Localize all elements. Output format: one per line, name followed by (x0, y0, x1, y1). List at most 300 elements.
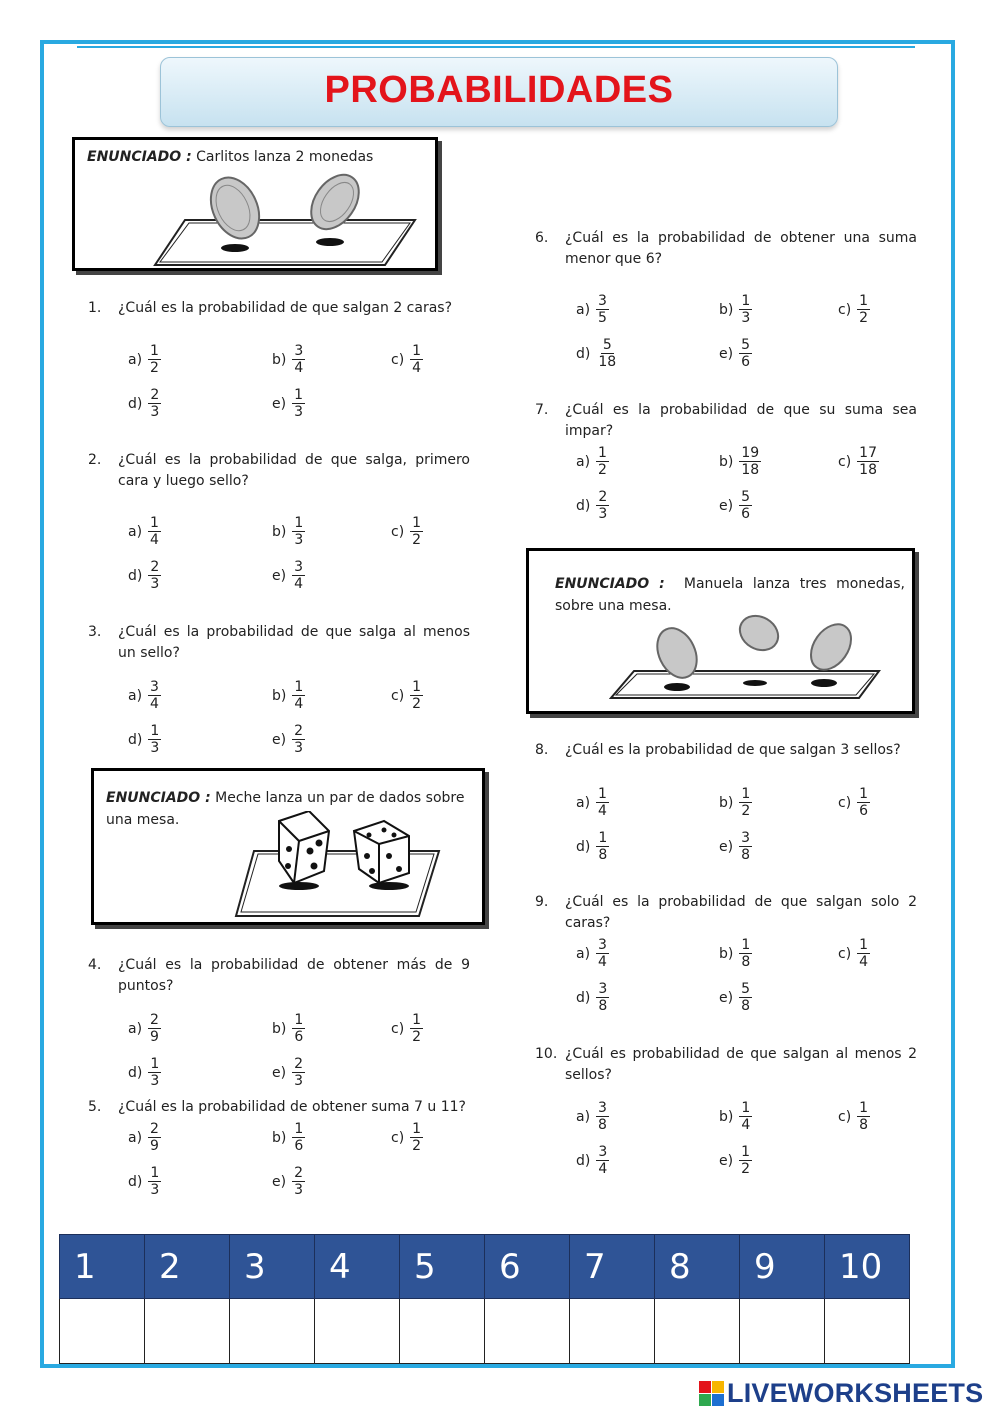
option-9-a[interactable] (576, 937, 609, 970)
option-10-d[interactable] (576, 1144, 609, 1177)
option-2-c[interactable] (391, 515, 423, 548)
answer-cell-2[interactable] (145, 1299, 230, 1364)
fraction-denominator: 8 (598, 1117, 607, 1133)
option-letter: b) (719, 1108, 734, 1125)
fraction-denominator: 2 (859, 310, 869, 326)
question-text: ¿Cuál es la probabilidad de que salgan 2 caras? (118, 300, 453, 316)
question-number: 6. (535, 230, 549, 246)
option-5-b[interactable] (272, 1121, 305, 1154)
fraction (292, 1012, 305, 1045)
question-number: 4. (88, 957, 102, 973)
option-letter: b) (272, 351, 287, 368)
fraction-denominator: 4 (741, 1117, 751, 1133)
fraction-denominator: 8 (741, 954, 751, 970)
fraction-numerator: 2 (150, 559, 160, 575)
fraction (739, 981, 752, 1014)
fraction (410, 1121, 423, 1154)
option-2-e[interactable] (272, 559, 305, 592)
fraction (148, 723, 161, 756)
option-9-e[interactable] (719, 981, 752, 1014)
fraction-denominator: 6 (859, 803, 869, 819)
answer-input-row (60, 1299, 910, 1364)
answer-cell-6[interactable] (485, 1299, 570, 1364)
option-3-a[interactable] (128, 679, 161, 712)
fraction-numerator: 2 (150, 1121, 159, 1137)
option-letter: e) (272, 567, 287, 584)
answer-header-6: 6 (485, 1235, 570, 1299)
option-1-e[interactable] (272, 387, 305, 420)
fraction (292, 559, 305, 592)
fraction-denominator: 6 (294, 1029, 304, 1045)
option-letter: b) (719, 945, 734, 962)
option-letter: a) (576, 794, 591, 811)
option-letter: d) (128, 1173, 143, 1190)
option-letter: c) (838, 301, 852, 318)
option-letter: c) (391, 523, 405, 540)
fraction-numerator: 3 (294, 559, 303, 575)
fraction-numerator: 1 (150, 515, 159, 531)
option-6-e[interactable] (719, 337, 752, 370)
fraction-numerator: 19 (741, 445, 760, 461)
fraction-denominator: 3 (294, 1182, 303, 1198)
fraction (596, 337, 618, 370)
option-3-e[interactable] (272, 723, 305, 756)
fraction-numerator: 1 (294, 1121, 304, 1137)
question-number: 2. (88, 452, 102, 468)
fraction (410, 679, 423, 712)
answer-cell-3[interactable] (230, 1299, 315, 1364)
option-letter: c) (838, 1108, 852, 1125)
option-1-d[interactable] (128, 387, 161, 420)
fraction-denominator: 5 (598, 310, 607, 326)
answer-header-3: 3 (230, 1235, 315, 1299)
enunciado-box-1 (72, 137, 438, 271)
enunciado-label: ENUNCIADO : (555, 576, 665, 592)
fraction (410, 343, 423, 376)
option-letter: b) (272, 1129, 287, 1146)
answer-header-2: 2 (145, 1235, 230, 1299)
fraction-denominator: 3 (598, 506, 608, 522)
fraction-denominator: 2 (741, 803, 751, 819)
fraction-denominator: 4 (859, 954, 869, 970)
fraction (148, 343, 161, 376)
question-number: 9. (535, 894, 549, 910)
fraction-denominator: 4 (412, 360, 422, 376)
fraction-denominator: 8 (598, 998, 608, 1014)
question-text: ¿Cuál es la probabilidad de obtener una suma menor que 6? (565, 230, 917, 267)
answer-header-9: 9 (740, 1235, 825, 1299)
fraction-denominator: 3 (150, 740, 160, 756)
option-letter: e) (719, 989, 734, 1006)
option-7-a[interactable] (576, 445, 609, 478)
option-letter: a) (128, 687, 143, 704)
fraction (739, 337, 752, 370)
option-letter: b) (719, 301, 734, 318)
fraction (148, 387, 161, 420)
logo-text: LIVEWORKSHEETS (727, 1378, 984, 1408)
fraction (292, 723, 305, 756)
fraction-denominator: 18 (741, 462, 760, 478)
fraction (148, 679, 161, 712)
question-text: ¿Cuál es la probabilidad de obtener más de 9 puntos? (118, 957, 470, 994)
option-7-e[interactable] (719, 489, 752, 522)
option-5-d[interactable] (128, 1165, 161, 1198)
option-letter: b) (272, 1020, 287, 1037)
logo-mark-icon (699, 1381, 725, 1407)
option-3-c[interactable] (391, 679, 423, 712)
enunciado-text: Manuela lanza tres monedas, sobre una mesa. (555, 576, 905, 614)
fraction (739, 1144, 752, 1177)
fraction-numerator: 17 (859, 445, 877, 461)
option-4-c[interactable] (391, 1012, 423, 1045)
answer-cell-5[interactable] (400, 1299, 485, 1364)
fraction-denominator: 2 (741, 1161, 750, 1177)
fraction (292, 1056, 305, 1089)
fraction-numerator: 1 (294, 515, 304, 531)
fraction-denominator: 3 (150, 1073, 160, 1089)
fraction (292, 387, 305, 420)
option-8-a[interactable] (576, 786, 609, 819)
fraction (148, 1165, 161, 1198)
fraction (292, 1165, 305, 1198)
option-letter: c) (391, 1020, 405, 1037)
fraction (739, 489, 752, 522)
option-letter: e) (272, 1173, 287, 1190)
page-title: PROBABILIDADES (324, 69, 674, 111)
option-1-b[interactable] (272, 343, 305, 376)
option-letter: a) (128, 351, 143, 368)
option-letter: e) (272, 395, 287, 412)
option-9-c[interactable] (838, 937, 870, 970)
option-letter: c) (391, 687, 405, 704)
option-letter: e) (719, 497, 734, 514)
fraction-numerator: 1 (412, 515, 422, 531)
option-6-b[interactable] (719, 293, 752, 326)
fraction-numerator: 1 (859, 786, 869, 802)
option-6-a[interactable] (576, 293, 609, 326)
option-4-d[interactable] (128, 1056, 161, 1089)
fraction-denominator: 2 (412, 532, 422, 548)
answer-header-7: 7 (570, 1235, 655, 1299)
option-letter: b) (719, 794, 734, 811)
fraction (148, 559, 161, 592)
option-2-a[interactable] (128, 515, 161, 548)
fraction-numerator: 1 (859, 937, 869, 953)
option-4-a[interactable] (128, 1012, 161, 1045)
answer-cell-7[interactable] (570, 1299, 655, 1364)
question-text: ¿Cuál es la probabilidad de que salga al menos un sello? (118, 624, 470, 661)
fraction-numerator: 3 (150, 679, 159, 695)
enunciado-box-3 (526, 548, 915, 714)
option-letter: e) (719, 345, 734, 362)
option-10-a[interactable] (576, 1100, 609, 1133)
fraction (596, 937, 609, 970)
answer-header-4: 4 (315, 1235, 400, 1299)
option-letter: a) (576, 453, 591, 470)
fraction-denominator: 4 (598, 1161, 608, 1177)
option-letter: d) (576, 1152, 591, 1169)
fraction (148, 515, 161, 548)
fraction-numerator: 1 (412, 1121, 422, 1137)
question-number: 8. (535, 742, 549, 758)
fraction-denominator: 6 (741, 354, 750, 370)
question-number: 10. (535, 1046, 558, 1062)
fraction-denominator: 3 (150, 404, 160, 420)
option-letter: d) (576, 345, 591, 362)
answer-header-row (60, 1235, 910, 1299)
fraction-numerator: 1 (741, 937, 751, 953)
fraction-numerator: 1 (150, 723, 160, 739)
option-8-d[interactable] (576, 830, 609, 863)
fraction (739, 830, 752, 863)
answer-header-8: 8 (655, 1235, 740, 1299)
fraction (739, 1100, 752, 1133)
enunciado-box-2 (91, 768, 485, 925)
option-1-a[interactable] (128, 343, 161, 376)
fraction-numerator: 1 (741, 1100, 751, 1116)
option-5-e[interactable] (272, 1165, 305, 1198)
option-10-b[interactable] (719, 1100, 752, 1133)
answer-cell-8[interactable] (655, 1299, 740, 1364)
question-number: 7. (535, 402, 549, 418)
fraction-numerator: 1 (859, 293, 869, 309)
fraction-denominator: 4 (150, 532, 159, 548)
fraction-denominator: 3 (294, 404, 303, 420)
fraction-denominator: 8 (741, 998, 750, 1014)
question-number: 3. (88, 624, 102, 640)
fraction-numerator: 3 (598, 293, 607, 309)
fraction-denominator: 4 (598, 803, 607, 819)
fraction-denominator: 2 (598, 462, 607, 478)
option-letter: b) (272, 523, 287, 540)
fraction (596, 293, 609, 326)
fraction-denominator: 2 (412, 1029, 422, 1045)
fraction-denominator: 2 (150, 360, 159, 376)
fraction-numerator: 3 (598, 1100, 607, 1116)
fraction-denominator: 8 (598, 847, 608, 863)
option-letter: d) (128, 1064, 143, 1081)
fraction-numerator: 1 (412, 679, 422, 695)
option-10-c[interactable] (838, 1100, 870, 1133)
option-letter: e) (272, 731, 287, 748)
fraction-numerator: 2 (294, 1165, 303, 1181)
option-letter: b) (272, 687, 287, 704)
fraction-denominator: 4 (150, 696, 159, 712)
fraction (857, 1100, 870, 1133)
fraction (410, 1012, 423, 1045)
fraction (857, 445, 879, 478)
fraction (596, 786, 609, 819)
option-letter: d) (576, 497, 591, 514)
coins-table-illustration (135, 170, 435, 270)
fraction-numerator: 1 (150, 1165, 160, 1181)
enunciado-text: Meche lanza un par de dados sobre una mesa. (106, 790, 465, 828)
option-letter: e) (272, 1064, 287, 1081)
option-2-b[interactable] (272, 515, 305, 548)
fraction (410, 515, 423, 548)
fraction-numerator: 1 (294, 1012, 304, 1028)
fraction-denominator: 9 (150, 1029, 159, 1045)
fraction-denominator: 4 (294, 696, 304, 712)
fraction-denominator: 9 (150, 1138, 159, 1154)
fraction (857, 293, 870, 326)
top-rule (77, 46, 915, 48)
fraction-numerator: 1 (412, 1012, 422, 1028)
fraction-denominator: 3 (294, 1073, 303, 1089)
fraction-denominator: 8 (741, 847, 750, 863)
fraction-denominator: 6 (294, 1138, 304, 1154)
option-letter: a) (576, 945, 591, 962)
answer-header-10: 10 (825, 1235, 910, 1299)
fraction (148, 1012, 161, 1045)
option-4-b[interactable] (272, 1012, 305, 1045)
answer-cell-10[interactable] (825, 1299, 910, 1364)
fraction-numerator: 1 (598, 786, 607, 802)
fraction-numerator: 2 (150, 387, 160, 403)
fraction-denominator: 2 (412, 1138, 422, 1154)
fraction-numerator: 3 (294, 343, 304, 359)
option-letter: a) (128, 1020, 143, 1037)
option-8-e[interactable] (719, 830, 752, 863)
option-letter: c) (391, 1129, 405, 1146)
fraction-denominator: 4 (294, 576, 303, 592)
enunciado-text: Carlitos lanza 2 monedas (196, 149, 374, 165)
option-9-b[interactable] (719, 937, 752, 970)
option-8-b[interactable] (719, 786, 752, 819)
fraction-numerator: 3 (598, 981, 608, 997)
fraction-denominator: 3 (150, 576, 160, 592)
fraction-denominator: 3 (294, 740, 303, 756)
fraction (857, 937, 870, 970)
fraction (596, 1144, 609, 1177)
fraction (596, 445, 609, 478)
option-letter: c) (838, 945, 852, 962)
fraction (292, 515, 305, 548)
fraction-denominator: 18 (859, 462, 877, 478)
answer-header-5: 5 (400, 1235, 485, 1299)
fraction (596, 489, 609, 522)
fraction (148, 1121, 161, 1154)
fraction (292, 343, 305, 376)
fraction-numerator: 5 (602, 337, 612, 353)
option-9-d[interactable] (576, 981, 609, 1014)
answer-cell-9[interactable] (740, 1299, 825, 1364)
option-1-c[interactable] (391, 343, 423, 376)
option-letter: a) (576, 301, 591, 318)
fraction-denominator: 18 (598, 354, 617, 370)
fraction-numerator: 1 (412, 343, 422, 359)
fraction (292, 1121, 305, 1154)
fraction-denominator: 6 (741, 506, 750, 522)
option-letter: c) (838, 794, 852, 811)
question-number: 5. (88, 1099, 102, 1115)
option-6-c[interactable] (838, 293, 870, 326)
option-3-d[interactable] (128, 723, 161, 756)
fraction-numerator: 1 (598, 830, 608, 846)
fraction (596, 981, 609, 1014)
option-letter: a) (128, 523, 143, 540)
enunciado-label: ENUNCIADO : (87, 149, 192, 165)
option-8-c[interactable] (838, 786, 870, 819)
liveworksheets-logo[interactable] (699, 1378, 983, 1409)
option-5-a[interactable] (128, 1121, 161, 1154)
fraction-numerator: 2 (150, 1012, 159, 1028)
option-letter: d) (128, 395, 143, 412)
fraction-denominator: 4 (294, 360, 304, 376)
fraction-numerator: 1 (859, 1100, 869, 1116)
fraction-numerator: 5 (741, 337, 750, 353)
option-7-c[interactable] (838, 445, 879, 478)
fraction (739, 293, 752, 326)
question-text: ¿Cuál es la probabilidad de que salgan 3 sellos? (565, 742, 901, 758)
option-letter: a) (576, 1108, 591, 1125)
option-3-b[interactable] (272, 679, 305, 712)
fraction-denominator: 8 (859, 1117, 869, 1133)
option-letter: e) (719, 838, 734, 855)
question-text: ¿Cuál es probabilidad de que salgan al menos 2 sellos? (565, 1046, 917, 1083)
fraction-numerator: 1 (294, 679, 304, 695)
enunciado-label: ENUNCIADO : (106, 790, 211, 806)
fraction-numerator: 1 (294, 387, 303, 403)
fraction-denominator: 4 (598, 954, 607, 970)
option-2-d[interactable] (128, 559, 161, 592)
fraction (596, 830, 609, 863)
option-letter: c) (838, 453, 852, 470)
three-coins-illustration (609, 613, 889, 703)
fraction-numerator: 1 (598, 445, 607, 461)
title-banner (160, 57, 838, 127)
option-10-e[interactable] (719, 1144, 752, 1177)
fraction (739, 786, 752, 819)
fraction (148, 1056, 161, 1089)
option-7-b[interactable] (719, 445, 761, 478)
fraction-denominator: 3 (150, 1182, 160, 1198)
option-letter: d) (128, 567, 143, 584)
fraction-denominator: 3 (741, 310, 751, 326)
fraction-numerator: 3 (598, 1144, 608, 1160)
option-4-e[interactable] (272, 1056, 305, 1089)
question-number: 1. (88, 300, 102, 316)
fraction (739, 445, 761, 478)
question-text: ¿Cuál es la probabilidad de que salgan solo 2 caras? (565, 894, 917, 931)
fraction-numerator: 1 (150, 343, 159, 359)
fraction-numerator: 2 (294, 723, 303, 739)
fraction-denominator: 2 (412, 696, 422, 712)
fraction-numerator: 5 (741, 489, 750, 505)
option-5-c[interactable] (391, 1121, 423, 1154)
dice-table-illustration (234, 811, 464, 921)
answer-cell-1[interactable] (60, 1299, 145, 1364)
question-text: ¿Cuál es la probabilidad de que su suma sea impar? (565, 402, 917, 439)
fraction (857, 786, 870, 819)
option-letter: c) (391, 351, 405, 368)
fraction-numerator: 1 (741, 786, 751, 802)
fraction-numerator: 1 (150, 1056, 160, 1072)
fraction-numerator: 2 (294, 1056, 303, 1072)
answer-cell-4[interactable] (315, 1299, 400, 1364)
option-letter: e) (719, 1152, 734, 1169)
fraction (739, 937, 752, 970)
answer-table (59, 1234, 910, 1364)
option-letter: d) (576, 838, 591, 855)
question-text: ¿Cuál es la probabilidad de obtener suma 7 u 11? (118, 1099, 466, 1115)
fraction-numerator: 1 (741, 293, 751, 309)
fraction-denominator: 3 (294, 532, 304, 548)
fraction-numerator: 3 (741, 830, 750, 846)
option-7-d[interactable] (576, 489, 609, 522)
option-6-d[interactable] (576, 337, 618, 370)
fraction-numerator: 5 (741, 981, 750, 997)
